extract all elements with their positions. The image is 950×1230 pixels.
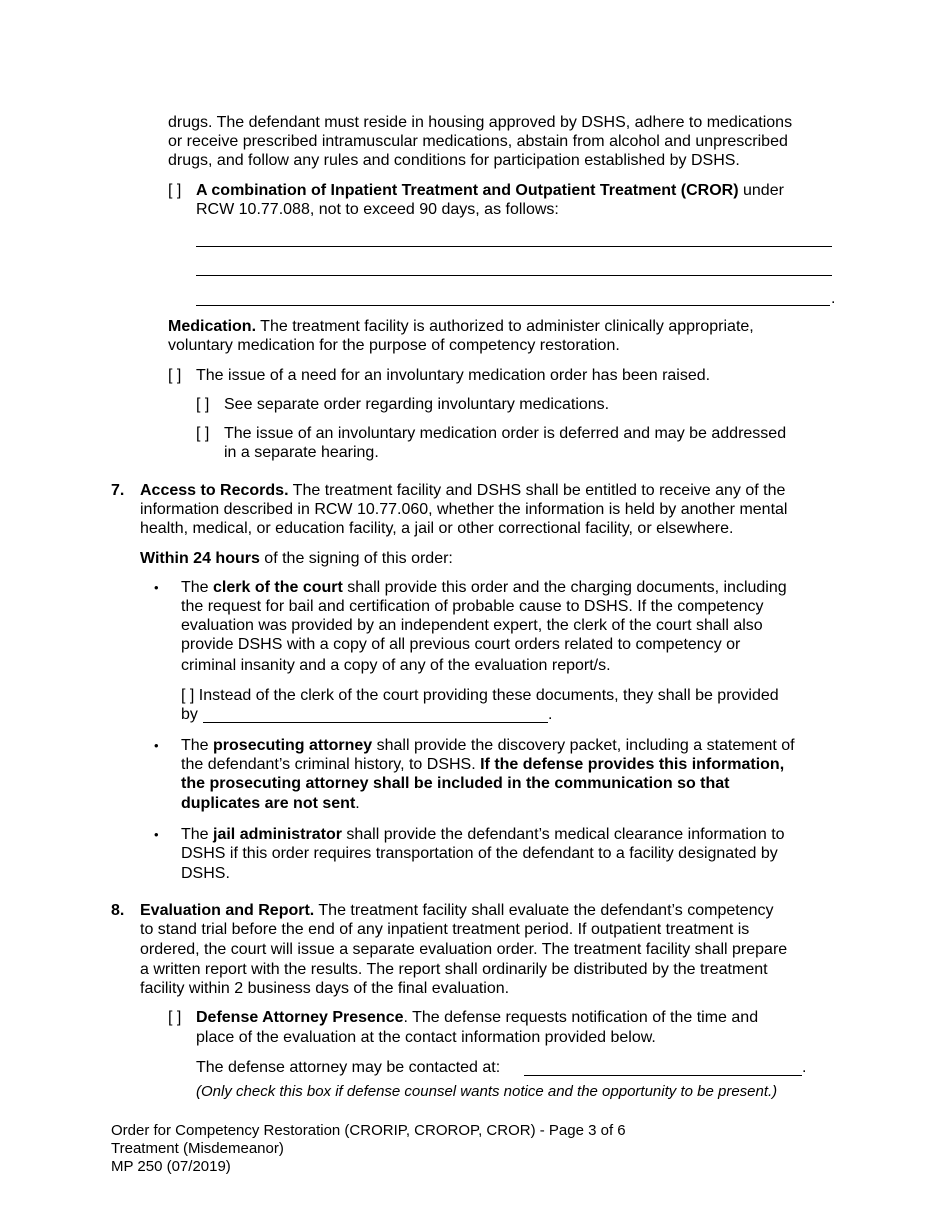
cror-checkbox[interactable]: [ ] bbox=[168, 182, 182, 199]
defense-presence-label: Defense Attorney Presence bbox=[196, 1009, 404, 1026]
prosecuting-line-3: the prosecuting attorney shall be included in the communication so that bbox=[181, 775, 730, 792]
medication-line-2: voluntary medication for the purpose of competency restoration. bbox=[168, 337, 620, 354]
contact-period: . bbox=[802, 1059, 807, 1076]
section-7-line-3: health, medical, or education facility, a jail or other correctional facility, or elsewhere. bbox=[140, 520, 734, 537]
footer-form-number: MP 250 (07/2019) bbox=[111, 1158, 231, 1175]
instead-by-label: by bbox=[181, 706, 198, 723]
clerk-line-4: provide DSHS with a copy of all previous court orders related to competency or bbox=[181, 636, 741, 653]
intro-line-1: drugs. The defendant must reside in housing approved by DSHS, adhere to medications bbox=[168, 114, 793, 131]
medication-line-1 bbox=[168, 317, 754, 336]
cror-option-under: under bbox=[738, 182, 784, 199]
section-8-line-1: Evaluation and Report. The treatment facility shall evaluate the defendant’s competency bbox=[140, 902, 774, 919]
defense-presence-line-1: Defense Attorney Presence. The defense requests notification of the time and bbox=[196, 1009, 759, 1026]
defense-note: (Only check this box if defense counsel wants notice and the opportunity to be present.) bbox=[196, 1083, 778, 1100]
defense-presence-line-2: place of the evaluation at the contact information provided below. bbox=[196, 1029, 656, 1046]
footer-form-subtitle: Treatment (Misdemeanor) bbox=[111, 1140, 284, 1157]
cror-option-line-2: RCW 10.77.088, not to exceed 90 days, as follows: bbox=[196, 201, 559, 218]
medication-text: The treatment facility is authorized to administer clinically appropriate, bbox=[256, 318, 754, 335]
jail-line-1: The jail administrator shall provide the defendant’s medical clearance information to bbox=[181, 826, 785, 843]
jail-line-3: DSHS. bbox=[181, 865, 230, 882]
jail-line-2: DSHS if this order requires transportation of the defendant to a facility designated by bbox=[181, 845, 778, 862]
cror-end-period: . bbox=[831, 290, 836, 307]
section-8-number: 8. bbox=[111, 902, 125, 919]
bullet-prosecuting: • bbox=[154, 738, 159, 753]
prosecuting-line-4: duplicates are not sent. bbox=[181, 795, 360, 812]
deferred-checkbox[interactable]: [ ] bbox=[196, 425, 210, 442]
section-8-line-3: ordered, the court will issue a separate evaluation order. The treatment facility shall prepare bbox=[140, 941, 788, 958]
cror-option-title: A combination of Inpatient Treatment and Outpatient Treatment (CROR) bbox=[196, 182, 739, 199]
cror-fill-line-2[interactable] bbox=[196, 275, 832, 276]
instead-period: . bbox=[548, 706, 553, 723]
prosecuting-attorney-label: prosecuting attorney bbox=[213, 737, 373, 754]
involuntary-issue-text: The issue of a need for an involuntary medication order has been raised. bbox=[196, 367, 711, 384]
instead-checkbox-line[interactable]: [ ] Instead of the clerk of the court providing these documents, they shall be provided bbox=[181, 687, 779, 704]
section-7-line-1: Access to Records. The treatment facility and DSHS shall be entitled to receive any of the bbox=[140, 482, 786, 499]
clerk-line-3: evaluation was provided by an independent expert, the clerk of the court shall also bbox=[181, 617, 763, 634]
defense-presence-checkbox[interactable]: [ ] bbox=[168, 1009, 182, 1026]
jail-administrator-label: jail administrator bbox=[213, 826, 342, 843]
section-8-heading: Evaluation and Report. bbox=[140, 902, 315, 919]
bullet-clerk: • bbox=[154, 580, 159, 595]
instead-provider-field[interactable] bbox=[203, 722, 548, 723]
section-8-line-4: a written report with the results. The report shall ordinarily be distributed by the treatment bbox=[140, 961, 768, 978]
bullet-jail: • bbox=[154, 827, 159, 842]
cror-option-line-1 bbox=[196, 181, 784, 200]
separate-order-checkbox[interactable]: [ ] bbox=[196, 396, 210, 413]
prosecuting-line-2: the defendant’s criminal history, to DSHS. If the defense provides this information, bbox=[181, 756, 785, 773]
section-8-line-2: to stand trial before the end of any inpatient treatment period. If outpatient treatment is bbox=[140, 921, 750, 938]
section-7-heading: Access to Records. bbox=[140, 482, 289, 499]
footer-form-title: Order for Competency Restoration (CRORIP, CROROP, CROR) - Page 3 of 6 bbox=[111, 1122, 626, 1139]
deferred-line-1: The issue of an involuntary medication order is deferred and may be addressed bbox=[224, 425, 787, 442]
clerk-line-5: criminal insanity and a copy of any of the evaluation report/s. bbox=[181, 657, 611, 674]
clerk-line-1: The clerk of the court shall provide this order and the charging documents, including bbox=[181, 579, 787, 596]
medication-heading: Medication. bbox=[168, 318, 257, 335]
intro-line-3: drugs, and follow any rules and conditions for participation established by DSHS. bbox=[168, 152, 740, 169]
clerk-line-2: the request for bail and certification of probable cause to DSHS. If the competency bbox=[181, 598, 764, 615]
deferred-line-2: in a separate hearing. bbox=[224, 444, 379, 461]
clerk-of-court-label: clerk of the court bbox=[213, 579, 343, 596]
section-7-number: 7. bbox=[111, 482, 125, 499]
section-7-line-2: information described in RCW 10.77.060, whether the information is held by another mental bbox=[140, 501, 788, 518]
separate-order-text: See separate order regarding involuntary medications. bbox=[224, 396, 610, 413]
contact-label: The defense attorney may be contacted at: bbox=[196, 1059, 501, 1076]
involuntary-issue-checkbox[interactable]: [ ] bbox=[168, 367, 182, 384]
contact-field[interactable] bbox=[524, 1075, 802, 1076]
section-8-line-5: facility within 2 business days of the final evaluation. bbox=[140, 980, 510, 997]
cror-fill-line-3[interactable] bbox=[196, 305, 830, 306]
within-24-hours: Within 24 hours of the signing of this order: bbox=[140, 550, 453, 567]
intro-line-2: or receive prescribed intramuscular medications, abstain from alcohol and unprescribed bbox=[168, 133, 788, 150]
prosecuting-line-1: The prosecuting attorney shall provide the discovery packet, including a statement of bbox=[181, 737, 795, 754]
cror-fill-line-1[interactable] bbox=[196, 246, 832, 247]
